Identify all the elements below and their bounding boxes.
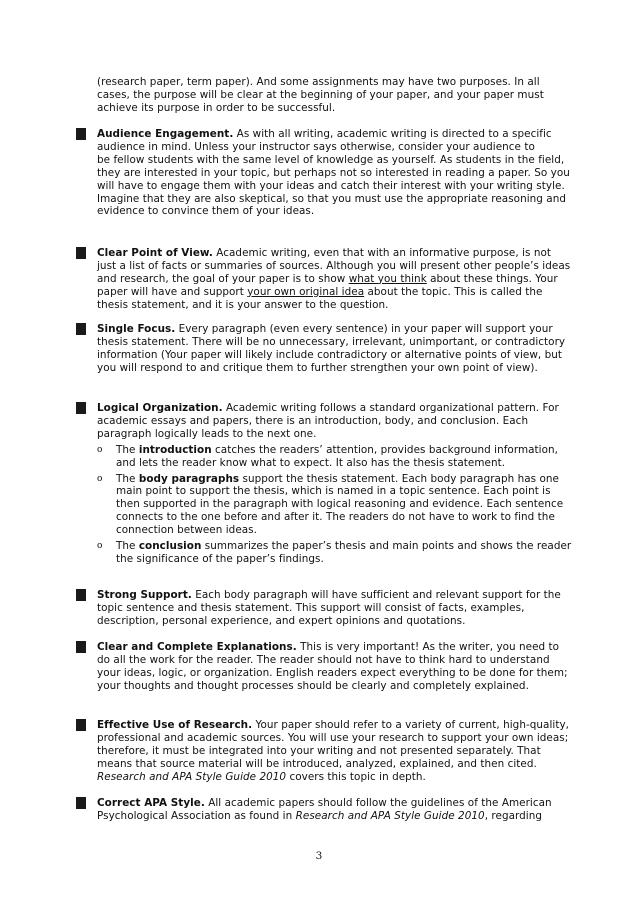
list-item-keyword: introduction — [138, 443, 212, 456]
section-heading: Clear and Complete Explanations. — [97, 641, 297, 653]
section-heading: Correct APA Style. — [97, 797, 205, 809]
square-bullet-icon — [76, 797, 86, 809]
section-body: covers this topic in depth. — [286, 770, 426, 783]
section-body: Each body paragraph will have sufficient and relevant support for the topic sentence and thesis statement. This support will consist of facts, examples, description, personal experience, and expert opinions and quotations. — [97, 589, 561, 627]
section-paragraph — [97, 719, 572, 784]
section-body: Academic writing follows a standard organizational pattern. For academic essays and papers, there is an introduction, body, and conclusion. Each paragraph logically leads to the next one. — [97, 402, 559, 440]
section-audience-engagement — [97, 128, 572, 218]
circle-bullet-icon: o — [97, 541, 103, 552]
section-body: This is very important! As the writer, you need to do all the work for the reader. The reader should not have to think hard to understand your ideas, logic, or organization. English readers expect everything to be done for them; your thoughts and thought processes should be clearly and completely explained. — [97, 641, 568, 692]
section-heading: Strong Support. — [97, 589, 192, 601]
section-body: about the topic. This is called the thesis statement, and it is your answer to the question. — [97, 285, 543, 311]
guide-title: Research and APA Style Guide 2010 — [97, 770, 287, 783]
guide-title: Research and APA Style Guide 2010 — [295, 809, 485, 822]
list-item — [97, 540, 572, 566]
underlined-phrase: what you think — [348, 272, 427, 285]
section-paragraph — [97, 247, 572, 312]
section-paragraph — [97, 402, 572, 441]
section-correct-apa-style — [97, 797, 572, 823]
section-strong-support — [97, 589, 572, 628]
list-item-text: The — [116, 540, 139, 553]
section-heading: Single Focus. — [97, 323, 176, 335]
section-paragraph — [97, 589, 572, 628]
square-bullet-icon — [76, 589, 86, 601]
circle-bullet-icon: o — [97, 473, 103, 484]
section-body: Academic writing, even that with an informative purpose, is not just a list of facts or summaries of sources. Although you will present other people’s ideas and research, the goal of your paper is to show — [97, 247, 571, 285]
list-item-text: The — [116, 443, 139, 456]
section-body: Every paragraph (even every sentence) in your paper will support your thesis statement. There will be no unnecessary, irrelevant, unimportant, or contradictory information (Your paper will likely include contradictory or alternative points of view, but you will respond to and critique them to further strengthen your own point of view). — [97, 323, 566, 374]
section-clear-point-of-view — [97, 247, 572, 312]
square-bullet-icon — [76, 323, 86, 335]
page-number: 3 — [315, 850, 323, 862]
section-body: about these things. Your paper will have and support — [97, 272, 558, 298]
section-paragraph — [97, 641, 572, 693]
list-item-keyword: conclusion — [138, 540, 202, 553]
intro-paragraph: (research paper, term paper). And some assignments may have two purposes. In all cases, the purpose will be clear at the beginning of your paper, and your paper must achieve its purpose in order to be successful. — [97, 76, 544, 114]
underlined-phrase: your own original idea — [247, 285, 365, 298]
section-body: , regarding — [484, 809, 543, 822]
square-bullet-icon — [76, 247, 86, 259]
section-paragraph — [97, 323, 572, 375]
list-item-keyword: body paragraphs — [138, 472, 240, 485]
section-heading: Clear Point of View. — [97, 247, 213, 259]
list-item-text: catches the readers’ attention, provides background information, and lets the reader know what to expect. It also has the thesis statement. — [116, 443, 559, 469]
list-item-text: support the thesis statement. Each body paragraph has one main point to support the thesis, which is named in a topic sentence. Each point is then supported in the paragraph with logical reasoning and evidence. Each sentence connects to the one before and after it. The readers do not have to work to find the connection between ideas. — [116, 472, 564, 537]
section-paragraph — [97, 128, 572, 154]
section-body: All academic papers should follow the guidelines of the American Psychological Association as found in — [97, 797, 552, 822]
section-clear-complete-explanations — [97, 641, 572, 693]
section-paragraph-continued: be fellow students with the same level of knowledge as yourself. As students in the field, they are interested in your topic, but perhaps not so interested in reading a paper. So you will have to engage them with your ideas and catch their interest with your writing style. Imagine that they are also skeptical, so that you must use the appropriate reasoning and evidence to convince them of your ideas. — [97, 153, 570, 218]
section-body: Your paper should refer to a variety of current, high-quality, professional and academic sources. You will use your research to support your own ideas; therefore, it must be integrated into your writing and not presented separately. That means that source material will be introduced, analyzed, explained, and then cited. — [97, 719, 570, 770]
section-heading: Logical Organization. — [97, 402, 223, 414]
list-item — [97, 444, 572, 470]
section-body: As with all writing, academic writing is directed to a specific audience in mind. Unless your instructor says otherwise, consider your audience to — [97, 128, 552, 153]
square-bullet-icon — [76, 719, 86, 731]
section-logical-organization — [97, 402, 572, 566]
section-heading: Effective Use of Research. — [97, 719, 253, 731]
circle-bullet-icon: o — [97, 444, 103, 455]
square-bullet-icon — [76, 402, 86, 414]
section-effective-use-of-research — [97, 719, 572, 784]
square-bullet-icon — [76, 641, 86, 653]
section-paragraph — [97, 797, 572, 823]
list-item — [97, 473, 572, 538]
square-bullet-icon — [76, 128, 86, 140]
section-single-focus — [97, 323, 572, 375]
section-heading: Audience Engagement. — [97, 128, 234, 140]
list-item-text: The — [116, 472, 139, 485]
list-item-text: summarizes the paper’s thesis and main points and shows the reader the significance of the paper’s findings. — [116, 540, 572, 565]
